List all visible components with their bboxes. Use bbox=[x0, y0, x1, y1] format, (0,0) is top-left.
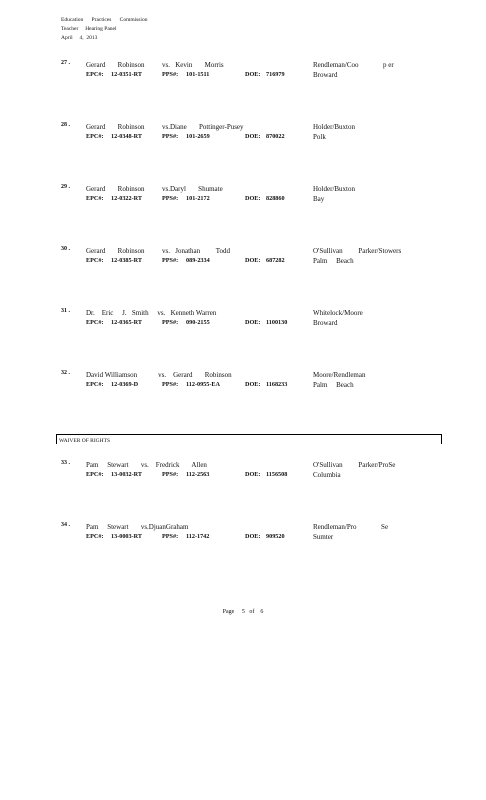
epc-value: 12-0348-RT bbox=[111, 133, 143, 140]
doe-value: 1100130 bbox=[266, 319, 288, 326]
case-entry bbox=[61, 246, 461, 276]
pps-value: 089-2334 bbox=[186, 257, 210, 264]
case-parties: Gerard Robinson vs.Daryl Shumate bbox=[86, 185, 223, 193]
case-number: 31 . bbox=[61, 308, 70, 314]
pps-value: 101-2172 bbox=[186, 195, 210, 202]
case-parties: Gerard Robinson vs.Diane Pottinger-Pusey bbox=[86, 123, 244, 131]
case-parties: Pam Stewart vs.DjuanGraham bbox=[86, 523, 189, 531]
pps-value: 112-0955-EA bbox=[186, 381, 221, 388]
case-entry bbox=[61, 370, 461, 400]
case-parties: David Williamson vs. Gerard Robinson bbox=[86, 371, 232, 379]
doe-label: DOE: bbox=[245, 257, 261, 264]
pps-value: 101-2659 bbox=[186, 133, 210, 140]
pps-label: PPS#: bbox=[162, 381, 179, 388]
case-county: Sumter bbox=[313, 533, 334, 541]
doe-label: DOE: bbox=[245, 133, 261, 140]
doe-label: DOE: bbox=[245, 471, 261, 478]
epc-label: EPC#: bbox=[86, 133, 104, 140]
epc-value: 12-0385-RT bbox=[111, 257, 143, 264]
epc-value: 13-0032-RT bbox=[111, 471, 143, 478]
case-entry bbox=[61, 184, 461, 214]
pps-label: PPS#: bbox=[162, 195, 179, 202]
document-header bbox=[61, 16, 147, 43]
case-counsel: Moore/Rendleman bbox=[313, 371, 366, 379]
epc-value: 12-0369-D bbox=[111, 381, 139, 388]
case-counsel: Rendleman/Coo p er bbox=[313, 61, 394, 69]
doe-value: 828860 bbox=[266, 195, 285, 202]
header-date: April 4, 2013 bbox=[61, 35, 98, 41]
case-number: 28 . bbox=[61, 122, 70, 128]
case-number: 27 . bbox=[61, 60, 70, 66]
epc-value: 12-0322-RT bbox=[111, 195, 143, 202]
case-number: 29 . bbox=[61, 184, 70, 190]
section-heading-waiver: WAIVER OF RIGHTS bbox=[56, 434, 442, 444]
case-parties: Gerard Robinson vs. Kevin Morris bbox=[86, 61, 224, 69]
epc-label: EPC#: bbox=[86, 381, 104, 388]
doe-label: DOE: bbox=[245, 319, 261, 326]
case-counsel: Rendleman/Pro Se bbox=[313, 523, 389, 531]
pps-value: 112-2563 bbox=[186, 471, 210, 478]
case-entry bbox=[61, 308, 461, 338]
case-counsel: Holder/Buxton bbox=[313, 123, 355, 131]
case-number: 32 . bbox=[61, 370, 70, 376]
doe-value: 687282 bbox=[266, 257, 285, 264]
case-entry bbox=[61, 122, 461, 152]
pps-label: PPS#: bbox=[162, 319, 179, 326]
case-county: Broward bbox=[313, 319, 338, 327]
pps-label: PPS#: bbox=[162, 133, 179, 140]
epc-label: EPC#: bbox=[86, 71, 104, 78]
case-number: 33 . bbox=[61, 460, 70, 466]
pps-label: PPS#: bbox=[162, 533, 179, 540]
doe-value: 1168233 bbox=[266, 381, 288, 388]
case-number: 34 . bbox=[61, 522, 70, 528]
header-panel: Teacher Hearing Panel bbox=[61, 26, 117, 32]
epc-label: EPC#: bbox=[86, 319, 104, 326]
doe-label: DOE: bbox=[245, 195, 261, 202]
epc-label: EPC#: bbox=[86, 257, 104, 264]
pps-label: PPS#: bbox=[162, 71, 179, 78]
epc-label: EPC#: bbox=[86, 533, 104, 540]
case-entry bbox=[61, 460, 461, 490]
pps-value: 090-2155 bbox=[186, 319, 210, 326]
epc-value: 12-0365-RT bbox=[111, 319, 143, 326]
case-counsel: Whitelock/Moore bbox=[313, 309, 363, 317]
case-county: Columbia bbox=[313, 471, 341, 479]
pps-label: PPS#: bbox=[162, 257, 179, 264]
epc-value: 13-0003-RT bbox=[111, 533, 143, 540]
doe-value: 1156508 bbox=[266, 471, 288, 478]
case-parties: Gerard Robinson vs. Jonathan Todd bbox=[86, 247, 231, 255]
pps-value: 112-1742 bbox=[186, 533, 210, 540]
case-parties: Dr. Eric J. Smith vs. Kenneth Warren bbox=[86, 309, 217, 317]
case-county: Bay bbox=[313, 195, 325, 203]
case-counsel: O'Sullivan Parker/ProSe bbox=[313, 461, 396, 469]
case-county: Palm Beach bbox=[313, 257, 354, 265]
case-entry bbox=[61, 522, 461, 552]
case-counsel: Holder/Buxton bbox=[313, 185, 355, 193]
doe-value: 716979 bbox=[266, 71, 285, 78]
doe-value: 909520 bbox=[266, 533, 285, 540]
doe-label: DOE: bbox=[245, 381, 261, 388]
page-footer: Page 5 of 6 bbox=[222, 609, 264, 615]
case-county: Polk bbox=[313, 133, 326, 141]
case-county: Palm Beach bbox=[313, 381, 354, 389]
epc-label: EPC#: bbox=[86, 195, 104, 202]
case-county: Broward bbox=[313, 71, 338, 79]
case-counsel: O'Sullivan Parker/Stowers bbox=[313, 247, 402, 255]
doe-value: 870022 bbox=[266, 133, 285, 140]
pps-label: PPS#: bbox=[162, 471, 179, 478]
doe-label: DOE: bbox=[245, 71, 261, 78]
pps-value: 101-1511 bbox=[186, 71, 210, 78]
header-agency: Education Practices Commission bbox=[61, 17, 148, 23]
doe-label: DOE: bbox=[245, 533, 261, 540]
epc-value: 12-0351-RT bbox=[111, 71, 143, 78]
epc-label: EPC#: bbox=[86, 471, 104, 478]
case-entry bbox=[61, 60, 461, 90]
case-number: 30 . bbox=[61, 246, 70, 252]
case-parties: Pam Stewart vs. Fredrick Allen bbox=[86, 461, 207, 469]
